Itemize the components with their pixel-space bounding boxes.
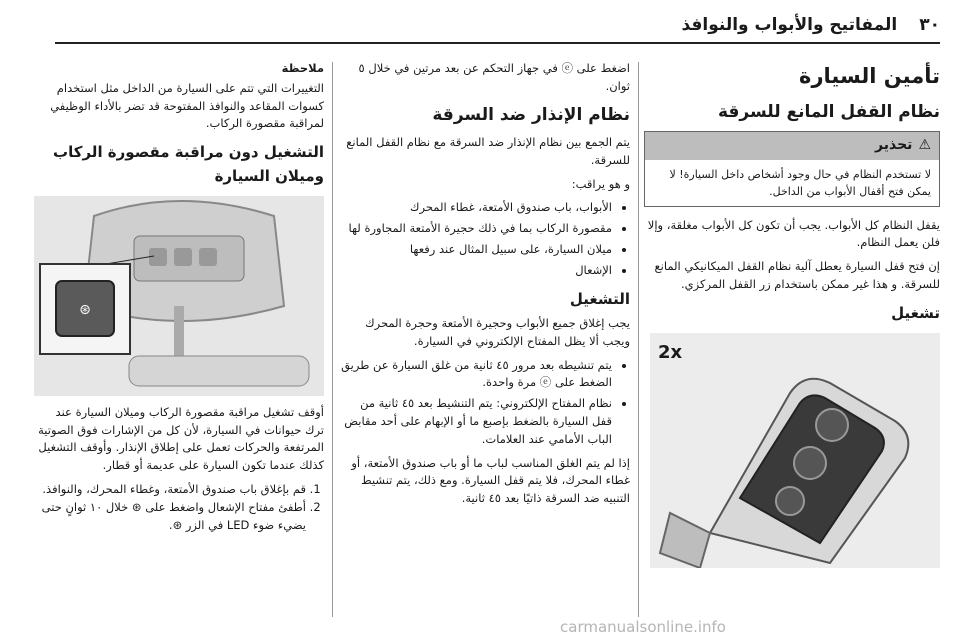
steps-list xyxy=(34,481,324,534)
lock-button-icon xyxy=(816,409,848,441)
header-rule xyxy=(55,42,940,44)
right-column xyxy=(644,60,940,576)
list-item: • يتم تنشيطه بعد مرور ٤٥ ثانية من غلق السيارة عن طريق الضغط على ⓔ مرة واحدة. xyxy=(338,357,612,393)
warning-header xyxy=(645,132,939,160)
chapter-title: المفاتيح والأبواب والنوافذ xyxy=(681,15,898,35)
watermark: carmanualsonline.info xyxy=(560,618,726,636)
list-item: • مقصورة الركاب بما في ذلك حجيرة الأمتعة المجاورة لها xyxy=(338,220,612,238)
column-divider-right xyxy=(638,62,639,617)
section-title: نظام الإنذار ضد السرقة xyxy=(432,104,630,125)
paragraph: يتم الجمع بين نظام الإنذار ضد السرقة مع نظام القفل المانع للسرقة. xyxy=(346,134,630,167)
key-fob-figure xyxy=(650,333,940,568)
page-header xyxy=(55,8,940,42)
note-text: التغييرات التي تتم على السيارة من الداخل مثل استخدام كسوات المقاعد والنوافذ المفتوحة قد تضر بالأداء الوظيفي لمراقبة مقصورة الركاب. xyxy=(50,80,324,131)
monitors-label: و هو يراقب: xyxy=(571,176,630,191)
interior-monitoring-figure xyxy=(34,196,324,396)
section-title: تأمين السيارة xyxy=(799,64,940,88)
left-column xyxy=(34,60,324,534)
activation-title: التشغيل xyxy=(569,289,630,308)
paragraph: اضغط على ⓔ في جهاز التحكم عن بعد مرتين في خلال ٥ ثوان. xyxy=(358,61,630,93)
warning-box xyxy=(644,131,940,207)
list-item: • الإشعال xyxy=(338,262,612,280)
section-title: التشغيل دون مراقبة مقصورة الركاب وميلان السيارة xyxy=(53,143,324,185)
column-divider-left xyxy=(332,62,333,617)
list-item: • ميلان السيارة، على سبيل المثال عند رفعها xyxy=(338,241,612,259)
warning-title: تحذير xyxy=(875,136,913,153)
paragraph: يقفل النظام كل الأبواب. يجب أن تكون كل الأبواب مغلقة، وإلا فلن يعمل النظام. xyxy=(647,217,940,250)
warning-triangle-icon: ⚠ xyxy=(918,136,931,153)
list-item: • نظام المفتاح الإلكتروني: يتم التنشيط بعد ٤٥ ثانية من قفل السيارة بالضغط بإصبع ما أو الإبهام على أحد مقابض الباب الأمامي عند العلامات. xyxy=(338,395,612,448)
key-fob-illustration xyxy=(650,333,940,568)
subsection-title: نظام القفل المانع للسرقة xyxy=(717,101,940,122)
tailgate-button-icon xyxy=(776,487,804,515)
warning-text: لا تستخدم النظام في حال وجود أشخاص داخل السيارة! لا يمكن فتح أقفال الأبواب من الداخل. xyxy=(669,167,931,198)
activation-list xyxy=(338,357,630,449)
page-number: ٣٠ xyxy=(919,15,940,35)
paragraph: إذا لم يتم الغلق المناسب لباب ما أو باب صندوق الأمتعة، أو غطاء المحرك، فلا يتم قفل السيارة. ومع ذلك، يتم تنشيط التنبيه ضد السرقة ذاتيًا بعد ٤٥ ثانية. xyxy=(351,455,630,506)
paragraph: أوقف تشغيل مراقبة مقصورة الركاب وميلان السيارة عند ترك حيوانات في السيارة، لأن كل من الإشارات فوق الصوتية المرتفعة والحركات تعمل على إطلاق الإنذار. وأوقف التشغيل كذلك عندما تكون السيارة على عديمة أو قطار. xyxy=(38,404,324,473)
activation-title: تشغيل xyxy=(891,303,940,322)
overhead-console-illustration xyxy=(34,196,324,396)
svg-text:⊛: ⊛ xyxy=(79,301,91,318)
unlock-button-icon xyxy=(794,447,826,479)
middle-column xyxy=(338,60,630,514)
paragraph: يجب إغلاق جميع الأبواب وحجيرة الأمتعة وحجرة المحرك ويجب ألا يظل المفتاح الإلكتروني في السيارة. xyxy=(365,315,630,348)
monitored-list xyxy=(338,199,630,279)
note-title: ملاحظة xyxy=(281,61,324,75)
press-twice-label: 2x xyxy=(658,342,683,364)
paragraph: إن فتح قفل السيارة يعطل آلية نظام القفل الميكانيكي المانع للسرقة. و هذا غير ممكن باستخدام زر القفل المركزي. xyxy=(654,259,940,292)
list-item: 1. قم بإغلاق باب صندوق الأمتعة، وغطاء المحرك، والنوافذ. xyxy=(34,481,306,499)
list-item: 2. أطفئ مفتاح الإشعال واضغط على ⊛ خلال ١٠ ثوانٍ حتى يضيء ضوء LED في الزر ⊛. xyxy=(34,499,306,535)
list-item: • الأبواب، باب صندوق الأمتعة، غطاء المحرك xyxy=(338,199,612,217)
